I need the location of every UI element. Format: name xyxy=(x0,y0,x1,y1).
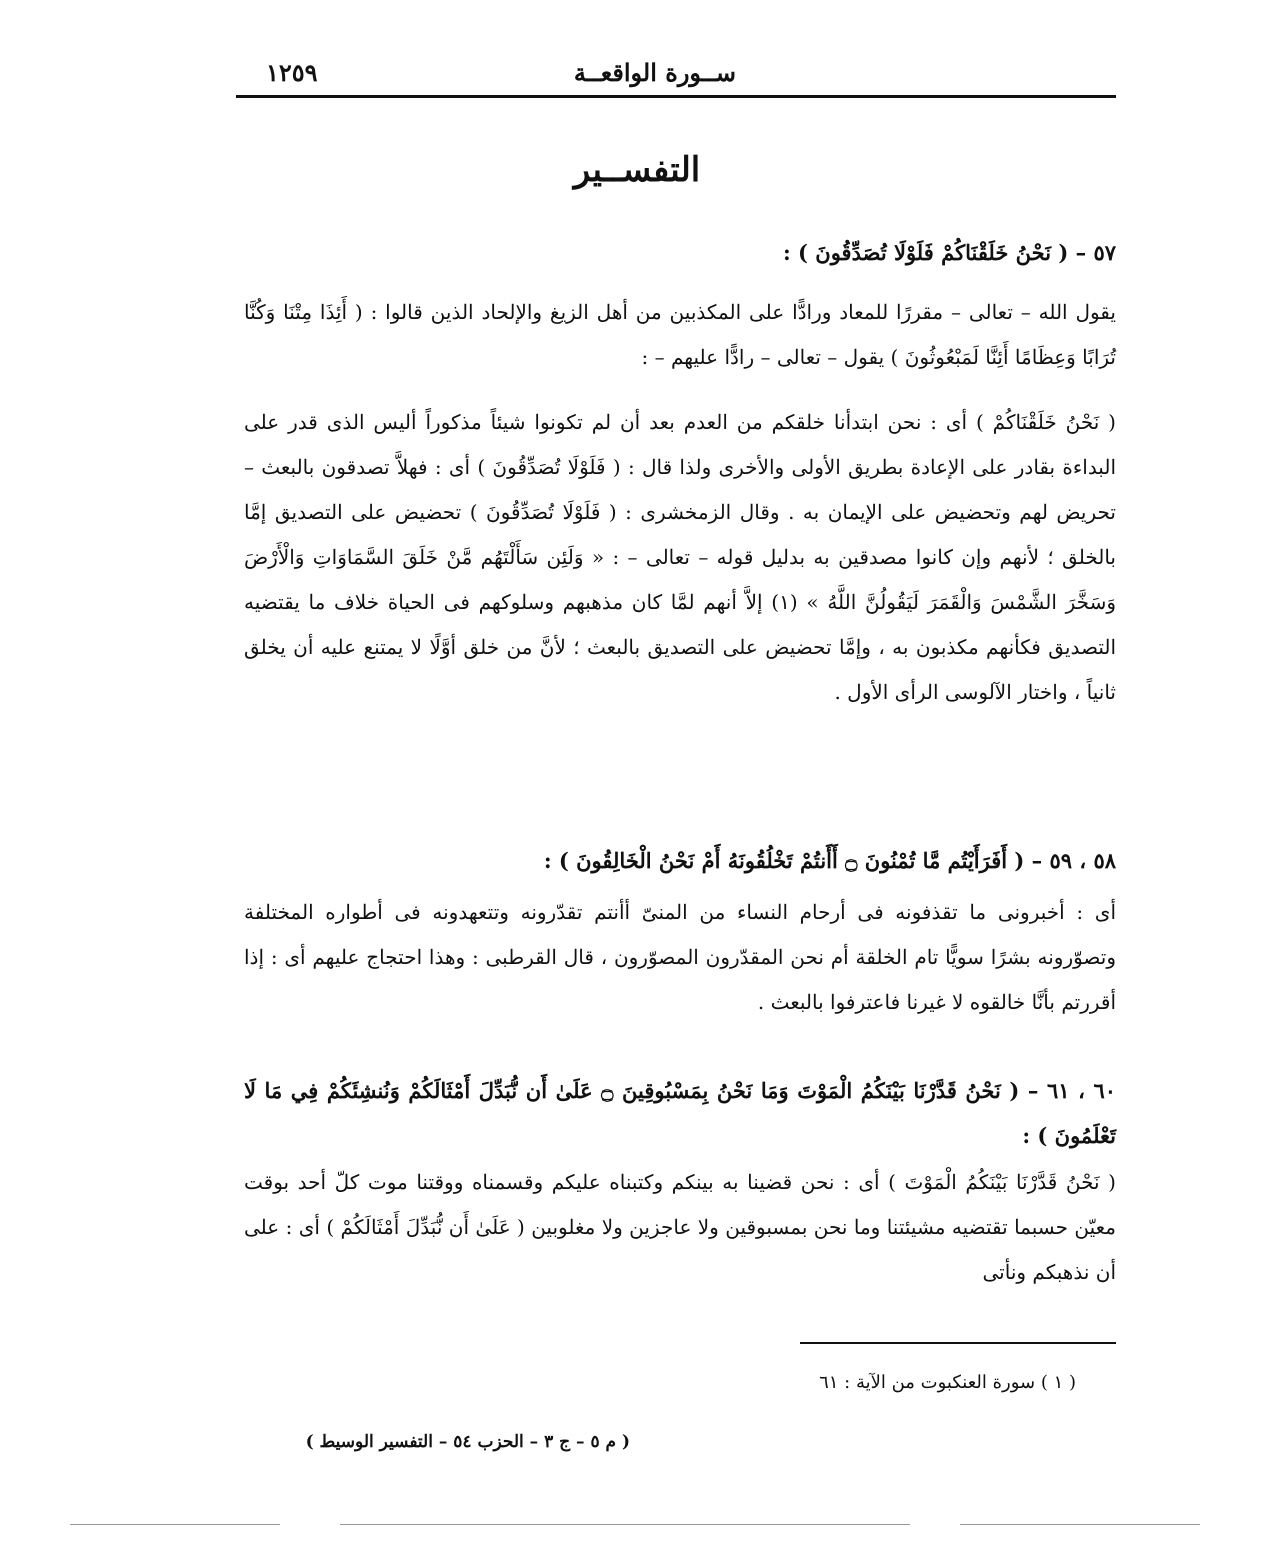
header-rule xyxy=(236,95,1116,98)
page-number: ١٢٥٩ xyxy=(266,58,318,87)
footnote-rule xyxy=(800,1342,1116,1344)
footnote: ( ١ ) سورة العنكبوت من الآية : ٦١ xyxy=(819,1372,1076,1393)
paragraph-3: أى : أخبرونى ما تقذفونه فى أرحام النساء من المنىّ أأنتم تقدّرونه وتتعهدونه فى أطواره المختلفة وتصوّرونه بشرًا سويًّا تام الخلقة أم نحن المقدّرون المصوّرون ، قال القرطبى : وهذا احتجاج عليهم أى : إذا أقررتم بأنَّا خالقوه لا غيرنا فاعترفوا بالبعث . xyxy=(244,900,1117,1014)
surah-title: ســورة الواقعــة xyxy=(573,58,736,87)
running-header xyxy=(236,56,1116,92)
scan-edge-line-middle xyxy=(340,1524,910,1525)
printer-signature: ( م ٥ – ج ٣ – الحزب ٥٤ – التفسير الوسيط ) xyxy=(305,1432,630,1452)
scan-edge-line-right xyxy=(960,1524,1200,1525)
paragraph-4: ( نَحْنُ قَدَّرْنَا بَيْنَكُمُ الْمَوْتَ ) أى : نحن قضينا به بينكم وكتبناه عليكم وقسمناه ووقتنا موت كلّ أحد بوقت معيّن حسبما تقتضيه مشيئتنا وما نحن بمسبوقين ولا عاجزين ولا مغلوبين ( عَلَىٰ أَن نُّبَدِّلَ أَمْثَالَكُمْ ) أى : على أن نذهبكم ونأتى xyxy=(244,1170,1116,1284)
paragraph-1: يقول الله – تعالى – مقررًا للمعاد ورادًّا على المكذبين من أهل الزيغ والإلحاد الذين قالوا : ( أَئِذَا مِتْنَا وَكُنَّا تُرَابًا وَعِظَامًا أَئِنَّا لَمَبْعُوثُونَ ) يقول – تعالى – رادًّا عليهم – : xyxy=(244,300,1116,369)
verse-57-heading: ٥٧ – ( نَحْنُ خَلَقْنَاكُمْ فَلَوْلَا تُصَدِّقُونَ ) : xyxy=(782,240,1116,265)
paragraph-2: ( نَحْنُ خَلَقْنَاكُمْ ) أى : نحن ابتدأنا خلقكم من العدم بعد أن لم تكونوا شيئاً مذكوراً أليس الذى قدر على البداءة بقادر على الإعادة بطريق الأولى والأخرى ولذا قال : ( فَلَوْلَا تُصَدِّقُونَ ) أى : فهلاَّ تصدقون بالبعث – تحريض لهم وتحضيض على الإيمان به . وقال الزمخشرى : ( فَلَوْلَا تُصَدِّقُونَ ) تحضيض على التصديق إمَّا بالخلق ؛ لأنهم وإن كانوا مصدقين به بدليل قوله – تعالى – : « وَلَئِن سَأَلْتَهُم مَّنْ خَلَقَ السَّمَاوَاتِ وَالْأَرْضَ وَسَخَّرَ الشَّمْسَ وَالْقَمَرَ لَيَقُولُنَّ اللَّهُ » (١) إلاَّ أنهم لمَّا كان مذهبهم وسلوكهم فى الحياة خلاف ما يقتضيه التصديق فكأنهم مكذبون به ، وإمَّا تحضيض على التصديق بالبعث ؛ لأنَّ من خلق أوَّلًا لا يمتنع عليه أن يخلق ثانياً ، واختار الآلوسى الرأى الأول . xyxy=(244,410,1116,704)
scan-edge-line-left xyxy=(70,1524,280,1525)
verse-58-59-heading: ٥٨ ، ٥٩ – ( أَفَرَأَيْتُم مَّا تُمْنُونَ ۝ أَأَنتُمْ تَخْلُقُونَهُ أَمْ نَحْنُ الْخَالِقُونَ ) : xyxy=(543,848,1116,873)
verse-60-61-heading: ٦٠ ، ٦١ – ( نَحْنُ قَدَّرْنَا بَيْنَكُمُ الْمَوْتَ وَمَا نَحْنُ بِمَسْبُوقِينَ ۝ عَلَىٰ أَن نُّبَدِّلَ أَمْثَالَكُمْ وَنُنشِئَكُمْ فِي مَا لَا تَعْلَمُونَ ) : xyxy=(244,1078,1116,1148)
section-title: التفســير xyxy=(573,150,701,190)
